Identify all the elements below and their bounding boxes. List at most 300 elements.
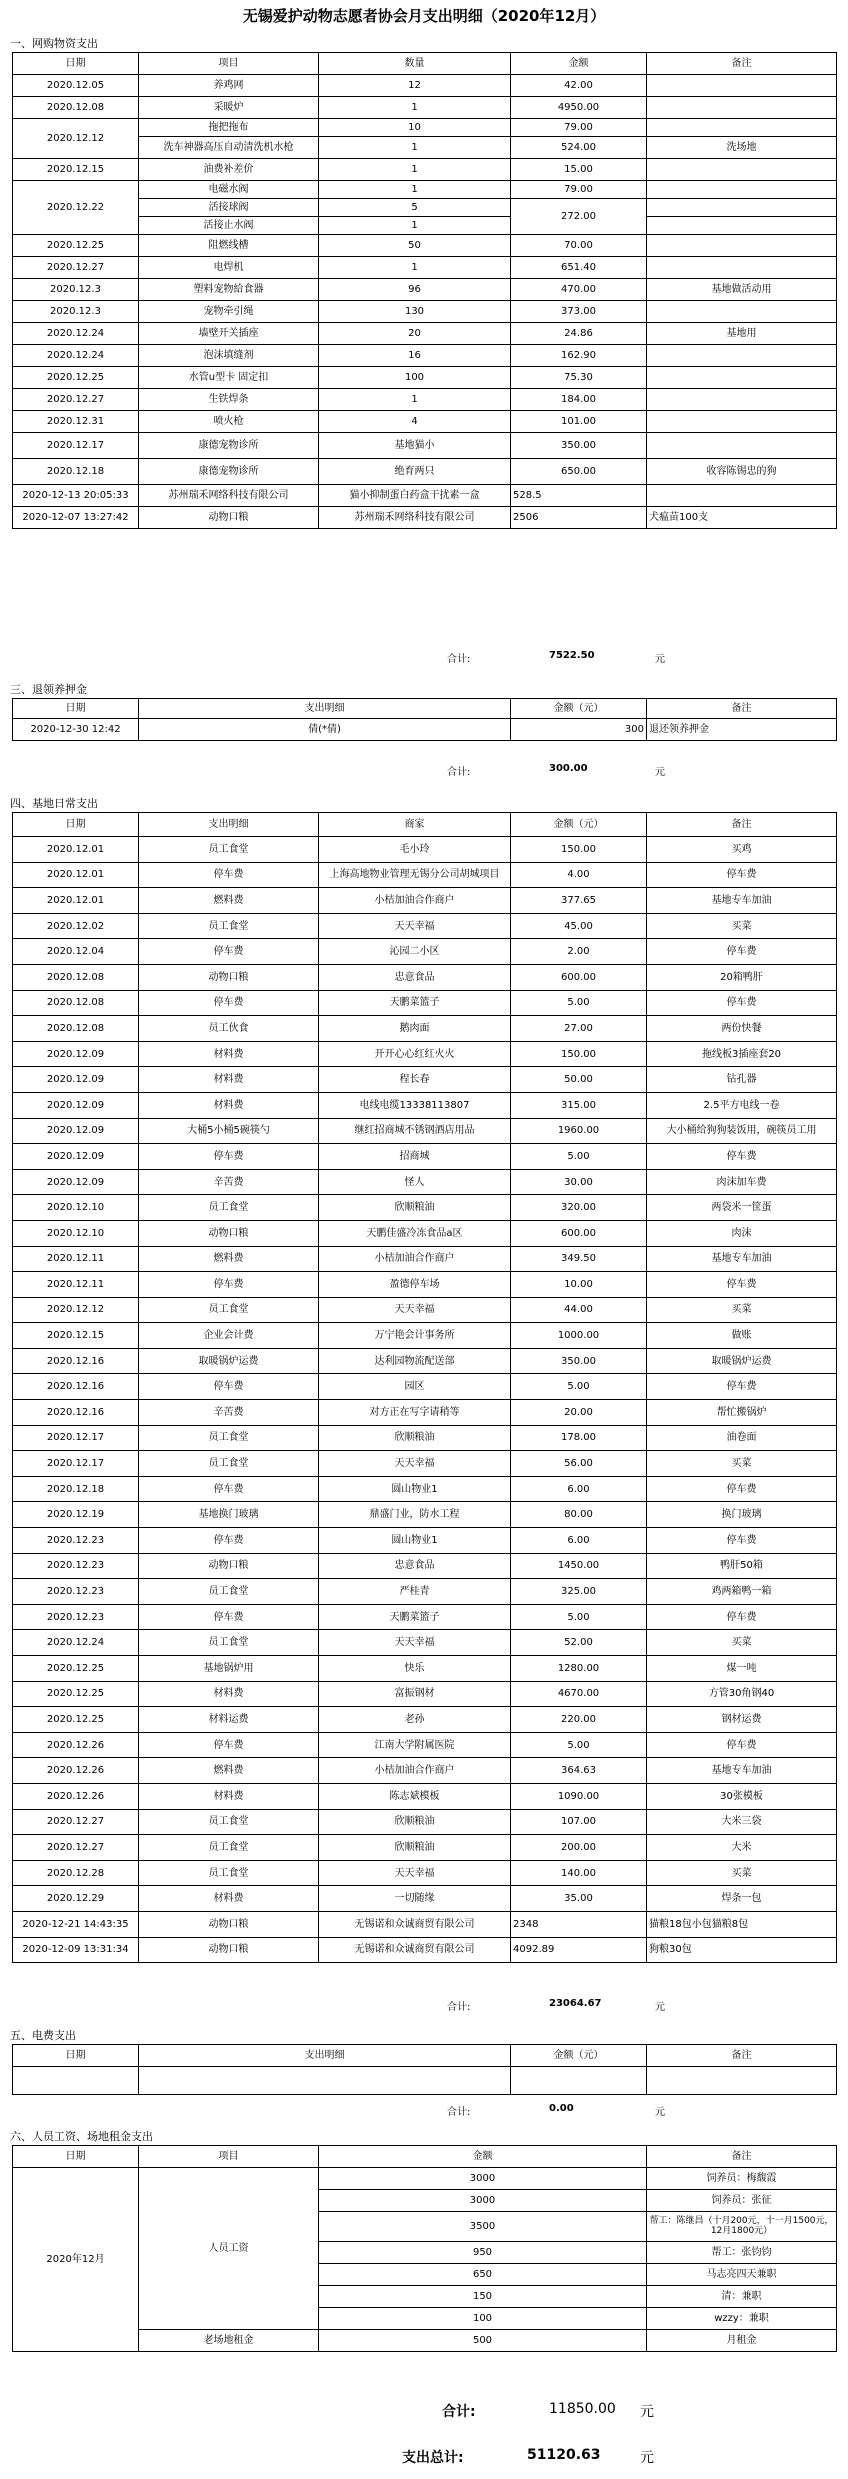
table-cell: 辛苦费 xyxy=(139,1400,319,1426)
table-cell: 煤一吨 xyxy=(647,1656,837,1682)
table-cell: 1 xyxy=(319,257,511,279)
table-cell: 2020.12.18 xyxy=(13,459,139,485)
table-row xyxy=(13,1911,837,1937)
table-cell xyxy=(647,301,837,323)
table-cell: 2020.12.23 xyxy=(13,1553,139,1579)
table-cell: 动物口粮 xyxy=(139,1220,319,1246)
total-unit: 元 xyxy=(655,654,665,665)
table-row xyxy=(13,1758,837,1784)
table-cell: 2020.12.27 xyxy=(13,1835,139,1861)
table-cell: 鸡两箱鸭一箱 xyxy=(647,1579,837,1605)
table-cell: 325.00 xyxy=(511,1579,647,1605)
table-cell: 4.00 xyxy=(511,862,647,888)
table-row xyxy=(13,323,837,345)
table-cell: 42.00 xyxy=(511,75,647,97)
table-row xyxy=(13,1937,837,1963)
table-cell: 塑料宠物給食器 xyxy=(139,279,319,301)
table-cell: 300 xyxy=(511,719,647,741)
table-header-row xyxy=(13,699,837,719)
table-cell: 2020.12.16 xyxy=(13,1374,139,1400)
column-header: 备注 xyxy=(647,2146,837,2168)
table-cell: 2020.12.08 xyxy=(13,990,139,1016)
table-cell: 开开心心红红火火 xyxy=(319,1041,511,1067)
table-cell: 2020.12.25 xyxy=(13,1656,139,1682)
column-header: 金额（元） xyxy=(511,813,647,837)
table-cell: 动物口粮 xyxy=(139,507,319,529)
column-header: 数量 xyxy=(319,53,511,75)
table-cell: 2020.12.26 xyxy=(13,1758,139,1784)
table-cell: 2020.12.16 xyxy=(13,1400,139,1426)
table-cell: 2020.12.22 xyxy=(13,181,139,235)
total-value: 300.00 xyxy=(549,763,588,774)
table-row xyxy=(13,345,837,367)
section-1-total xyxy=(12,647,836,667)
table-cell: 天天幸福 xyxy=(319,913,511,939)
period-cell: 2020年12月 xyxy=(13,2168,139,2352)
table-cell: 150.00 xyxy=(511,1041,647,1067)
table-cell: 富振钢材 xyxy=(319,1681,511,1707)
table-cell: 忠意食品 xyxy=(319,1553,511,1579)
table-cell: 2020.12.09 xyxy=(13,1144,139,1170)
table-row xyxy=(13,1041,837,1067)
table-cell: 6.00 xyxy=(511,1528,647,1554)
table-row xyxy=(13,1656,837,1682)
table-cell: 2020.12.08 xyxy=(13,1016,139,1042)
table-cell: 犬瘟苗100支 xyxy=(647,507,837,529)
table-cell: 2020.12.10 xyxy=(13,1195,139,1221)
table-cell: 96 xyxy=(319,279,511,301)
table-cell: 两袋米一筐蛋 xyxy=(647,1195,837,1221)
table-cell: 生铁焊条 xyxy=(139,389,319,411)
section-4-total xyxy=(12,1995,836,2015)
column-header: 日期 xyxy=(13,2146,139,2168)
table-cell: 电线电缆13338113807 xyxy=(319,1092,511,1118)
table-cell: 无锡诺和众诚商贸有限公司 xyxy=(319,1911,511,1937)
table-cell: 盈德停车场 xyxy=(319,1272,511,1298)
table-cell: 员工食堂 xyxy=(139,1630,319,1656)
table-cell: 大桶5小桶5碗筷勺 xyxy=(139,1118,319,1144)
table-cell: 35.00 xyxy=(511,1886,647,1912)
table-cell: 材料费 xyxy=(139,1092,319,1118)
table-row xyxy=(13,1783,837,1809)
table-cell: 基地换门玻璃 xyxy=(139,1502,319,1528)
table-row xyxy=(13,2168,837,2190)
table-cell: 停车费 xyxy=(647,1732,837,1758)
table-cell: 4670.00 xyxy=(511,1681,647,1707)
table-cell: 停车费 xyxy=(647,1528,837,1554)
table-row xyxy=(13,1681,837,1707)
table-cell: 材料费 xyxy=(139,1681,319,1707)
table-cell: 宠物牵引绳 xyxy=(139,301,319,323)
column-header: 金额 xyxy=(511,53,647,75)
table-cell: 2020.12.12 xyxy=(13,119,139,159)
table-cell: 停车费 xyxy=(139,862,319,888)
section-4-heading: 四、基地日常支出 xyxy=(10,797,98,810)
table-row xyxy=(13,939,837,965)
table-cell: 江南大学附属医院 xyxy=(319,1732,511,1758)
table-row xyxy=(13,97,837,119)
table-cell: 月租金 xyxy=(647,2330,837,2352)
column-header: 项目 xyxy=(139,53,319,75)
table-cell: 材料费 xyxy=(139,1783,319,1809)
table-cell: 材料费 xyxy=(139,1067,319,1093)
table-cell: 欣顺粮油 xyxy=(319,1835,511,1861)
table-cell xyxy=(647,199,837,217)
section-1-heading: 一、网购物资支出 xyxy=(10,37,98,50)
table-row xyxy=(13,75,837,97)
total-unit: 元 xyxy=(655,2002,665,2013)
table-cell: 4 xyxy=(319,411,511,433)
table-cell: 动物口粮 xyxy=(139,1937,319,1963)
table-cell: 107.00 xyxy=(511,1809,647,1835)
table-row xyxy=(13,389,837,411)
table-cell: 2020.12.24 xyxy=(13,323,139,345)
table-cell: 350.00 xyxy=(511,1348,647,1374)
table-row xyxy=(13,1400,837,1426)
table-cell: 373.00 xyxy=(511,301,647,323)
table-cell: 无锡诺和众诚商贸有限公司 xyxy=(319,1937,511,1963)
table-row xyxy=(13,888,837,914)
table-cell: 对方正在写字请稍等 xyxy=(319,1400,511,1426)
table-cell: 1960.00 xyxy=(511,1118,647,1144)
table-cell: 2020.12.25 xyxy=(13,367,139,389)
table-cell: 油卷面 xyxy=(647,1425,837,1451)
table-cell: 狗粮30包 xyxy=(647,1937,837,1963)
table-cell: 苏州瑞禾网络科技有限公司 xyxy=(139,485,319,507)
table-cell: 苏州瑞禾网络科技有限公司 xyxy=(319,507,511,529)
table-cell: 天天幸福 xyxy=(319,1630,511,1656)
table-cell: 停车费 xyxy=(647,1144,837,1170)
column-header: 日期 xyxy=(13,699,139,719)
table-cell: 天天幸福 xyxy=(319,1451,511,1477)
column-header: 金额（元） xyxy=(511,699,647,719)
table-cell: 欣顺粮油 xyxy=(319,1195,511,1221)
table-row xyxy=(13,1246,837,1272)
table-cell: 56.00 xyxy=(511,1451,647,1477)
table-row xyxy=(13,411,837,433)
wage-label: 人员工资 xyxy=(139,2168,319,2330)
table-cell: 1 xyxy=(319,181,511,199)
table-cell xyxy=(647,75,837,97)
table-cell: 停车费 xyxy=(139,1144,319,1170)
table-cell: 买菜 xyxy=(647,1451,837,1477)
table-cell: 2020.12.05 xyxy=(13,75,139,97)
table-cell: 员工食堂 xyxy=(139,913,319,939)
table-cell: 1 xyxy=(319,217,511,235)
table-cell: 取暖锅炉运费 xyxy=(647,1348,837,1374)
table-cell: 1 xyxy=(319,137,511,159)
table-cell: 电磁水阀 xyxy=(139,181,319,199)
table-cell: 2020.12.17 xyxy=(13,433,139,459)
table-cell: 2020-12-09 13:31:34 xyxy=(13,1937,139,1963)
table-cell: 收容陈锡忠的狗 xyxy=(647,459,837,485)
table-cell: 员工食堂 xyxy=(139,1835,319,1861)
table-cell xyxy=(13,2067,139,2095)
table-cell: 肉沫加车费 xyxy=(647,1169,837,1195)
table-cell: 员工食堂 xyxy=(139,1195,319,1221)
table-cell: 2020.12.25 xyxy=(13,1681,139,1707)
table-cell: 12 xyxy=(319,75,511,97)
table-header-row xyxy=(13,2146,837,2168)
table-cell: 欣顺粮油 xyxy=(319,1425,511,1451)
column-header: 备注 xyxy=(647,2045,837,2067)
table-cell: 5 xyxy=(319,199,511,217)
table-cell: 小桔加油合作商户 xyxy=(319,888,511,914)
table-cell: 2506 xyxy=(511,507,647,529)
grand-total-value: 51120.63 xyxy=(527,2447,601,2463)
table-cell: 140.00 xyxy=(511,1860,647,1886)
table-cell: 2020.12.19 xyxy=(13,1502,139,1528)
table-cell: 2020.12.11 xyxy=(13,1246,139,1272)
table-row xyxy=(13,159,837,181)
table-cell xyxy=(647,181,837,199)
table-cell: 2020.12.02 xyxy=(13,913,139,939)
table-cell: 欣顺粮油 xyxy=(319,1809,511,1835)
column-header: 日期 xyxy=(13,53,139,75)
table-cell: 5.00 xyxy=(511,1732,647,1758)
table-row xyxy=(13,1067,837,1093)
table-cell: 184.00 xyxy=(511,389,647,411)
table-row xyxy=(13,1220,837,1246)
table-cell: 600.00 xyxy=(511,1220,647,1246)
table-cell xyxy=(647,159,837,181)
total-value: 0.00 xyxy=(549,2103,574,2114)
table-cell xyxy=(647,119,837,137)
column-header: 商家 xyxy=(319,813,511,837)
table-cell: 员工食堂 xyxy=(139,1451,319,1477)
table-cell: 基地专车加油 xyxy=(647,888,837,914)
table-cell xyxy=(139,2067,511,2095)
table-cell: 员工食堂 xyxy=(139,1425,319,1451)
section-3-total xyxy=(12,760,836,780)
table-row xyxy=(13,257,837,279)
grand-total-label: 支出总计: xyxy=(402,2450,464,2466)
table-cell: 377.65 xyxy=(511,888,647,914)
table-row xyxy=(13,1707,837,1733)
table-row xyxy=(13,1860,837,1886)
table-cell: 养鸡网 xyxy=(139,75,319,97)
table-cell: 做账 xyxy=(647,1323,837,1349)
total-unit: 元 xyxy=(655,767,665,778)
table-row xyxy=(13,279,837,301)
table-row xyxy=(13,1604,837,1630)
table-cell xyxy=(511,2067,647,2095)
table-cell: 采暖炉 xyxy=(139,97,319,119)
table-cell: 沁园二小区 xyxy=(319,939,511,965)
column-header: 金额 xyxy=(319,2146,647,2168)
column-header: 支出明细 xyxy=(139,2045,511,2067)
section-6-table xyxy=(12,2145,837,2352)
table-cell: 肉沫 xyxy=(647,1220,837,1246)
table-row xyxy=(13,1809,837,1835)
table-cell: 停车费 xyxy=(139,1476,319,1502)
table-cell: 150 xyxy=(319,2286,647,2308)
table-cell: 员工食堂 xyxy=(139,1297,319,1323)
table-cell: 2.5平方电线一卷 xyxy=(647,1092,837,1118)
table-cell: 3000 xyxy=(319,2190,647,2212)
table-cell: 10 xyxy=(319,119,511,137)
column-header: 备注 xyxy=(647,699,837,719)
table-cell: 2020.12.26 xyxy=(13,1732,139,1758)
table-row xyxy=(13,964,837,990)
table-cell: 陈志斌模板 xyxy=(319,1783,511,1809)
table-row xyxy=(13,459,837,485)
table-cell: 油费补差价 xyxy=(139,159,319,181)
table-cell: 拖把拖布 xyxy=(139,119,319,137)
table-cell: 320.00 xyxy=(511,1195,647,1221)
table-cell xyxy=(647,389,837,411)
table-cell: 基地做活动用 xyxy=(647,279,837,301)
table-row xyxy=(13,862,837,888)
table-cell: 动物口粮 xyxy=(139,1553,319,1579)
table-cell: 2020.12.23 xyxy=(13,1528,139,1554)
table-cell: 2020.12.27 xyxy=(13,389,139,411)
table-cell: 忠意食品 xyxy=(319,964,511,990)
table-cell: 天鹏菜篮子 xyxy=(319,1604,511,1630)
table-cell: 天鹏菜篮子 xyxy=(319,990,511,1016)
section-3-table xyxy=(12,698,837,741)
table-cell: 20 xyxy=(319,323,511,345)
table-cell: 2020.12.25 xyxy=(13,1707,139,1733)
table-cell: 取暖锅炉运费 xyxy=(139,1348,319,1374)
table-cell: 220.00 xyxy=(511,1707,647,1733)
table-cell: 650.00 xyxy=(511,459,647,485)
section-5-total xyxy=(12,2100,836,2120)
table-cell: wzzy：兼职 xyxy=(647,2308,837,2330)
table-cell: 178.00 xyxy=(511,1425,647,1451)
table-cell: 2020.12.16 xyxy=(13,1348,139,1374)
table-cell: 5.00 xyxy=(511,1374,647,1400)
table-cell: 470.00 xyxy=(511,279,647,301)
table-cell: 洗场地 xyxy=(647,137,837,159)
table-row xyxy=(13,1553,837,1579)
total-unit: 元 xyxy=(640,2404,654,2420)
table-row xyxy=(13,1297,837,1323)
table-cell: 阻燃线槽 xyxy=(139,235,319,257)
table-cell: 员工食堂 xyxy=(139,1860,319,1886)
table-row xyxy=(13,1092,837,1118)
column-header: 备注 xyxy=(647,53,837,75)
table-cell: 524.00 xyxy=(511,137,647,159)
grand-total-unit: 元 xyxy=(640,2450,654,2466)
total-value: 23064.67 xyxy=(549,1998,602,2009)
table-cell: 饲养员：梅馥霞 xyxy=(647,2168,837,2190)
table-cell: 基地专车加油 xyxy=(647,1758,837,1784)
table-cell: 2020.12.08 xyxy=(13,97,139,119)
table-header-row xyxy=(13,53,837,75)
table-cell: 2020.12.09 xyxy=(13,1092,139,1118)
table-cell: 基地锅炉用 xyxy=(139,1656,319,1682)
table-row xyxy=(13,1732,837,1758)
table-cell: 电焊机 xyxy=(139,257,319,279)
table-cell: 快乐 xyxy=(319,1656,511,1682)
page-title: 无锡爱护动物志愿者协会月支出明细（2020年12月） xyxy=(242,7,606,25)
table-cell: 600.00 xyxy=(511,964,647,990)
table-cell: 2020.12.31 xyxy=(13,411,139,433)
table-cell: 基地用 xyxy=(647,323,837,345)
table-cell xyxy=(647,217,837,235)
table-cell: 企业会计费 xyxy=(139,1323,319,1349)
table-cell: 材料费 xyxy=(139,1886,319,1912)
table-cell: 2020.12.10 xyxy=(13,1220,139,1246)
table-cell: 2020.12.28 xyxy=(13,1860,139,1886)
table-cell: 帮工：陈继昌（十月200元，十一月1500元，12月1800元） xyxy=(647,2212,837,2242)
table-cell: 停车费 xyxy=(647,862,837,888)
table-cell: 1280.00 xyxy=(511,1656,647,1682)
table-cell: 75.30 xyxy=(511,367,647,389)
table-cell: 饲养员：张征 xyxy=(647,2190,837,2212)
column-header: 金额（元） xyxy=(511,2045,647,2067)
table-cell: 停车费 xyxy=(139,1528,319,1554)
table-row xyxy=(13,837,837,863)
table-cell: 员工食堂 xyxy=(139,1579,319,1605)
table-cell: 怪人 xyxy=(319,1169,511,1195)
table-cell: 老孙 xyxy=(319,1707,511,1733)
table-cell: 2020-12-30 12:42 xyxy=(13,719,139,741)
table-cell: 4950.00 xyxy=(511,97,647,119)
table-cell: 30张模板 xyxy=(647,1783,837,1809)
table-cell: 停车费 xyxy=(139,990,319,1016)
table-cell: 2020.12.18 xyxy=(13,1476,139,1502)
table-cell: 停车费 xyxy=(139,1604,319,1630)
table-cell: 2020.12.15 xyxy=(13,1323,139,1349)
table-cell: 200.00 xyxy=(511,1835,647,1861)
table-cell: 材料费 xyxy=(139,1041,319,1067)
table-cell: 5.00 xyxy=(511,990,647,1016)
table-cell: 辛苦费 xyxy=(139,1169,319,1195)
table-row xyxy=(13,990,837,1016)
table-cell: 2020.12.09 xyxy=(13,1041,139,1067)
table-row xyxy=(13,235,837,257)
table-cell: 1000.00 xyxy=(511,1323,647,1349)
table-cell: 349.50 xyxy=(511,1246,647,1272)
table-cell: 燃料费 xyxy=(139,888,319,914)
table-cell: 50.00 xyxy=(511,1067,647,1093)
table-cell: 2020.12.09 xyxy=(13,1067,139,1093)
table-cell: 2020-12-13 20:05:33 xyxy=(13,485,139,507)
total-label: 合计: xyxy=(447,654,471,665)
table-cell: 20箱鸭肝 xyxy=(647,964,837,990)
table-cell: 墙壁开关插座 xyxy=(139,323,319,345)
table-cell: 1 xyxy=(319,159,511,181)
table-row xyxy=(13,1476,837,1502)
table-cell: 2020.12.17 xyxy=(13,1451,139,1477)
table-cell: 严桂青 xyxy=(319,1579,511,1605)
section-5-table xyxy=(12,2044,837,2095)
table-cell: 绝育两只 xyxy=(319,459,511,485)
table-cell: 基地专车加油 xyxy=(647,1246,837,1272)
table-cell: 2020-12-21 14:43:35 xyxy=(13,1911,139,1937)
table-row xyxy=(13,1272,837,1298)
table-cell: 27.00 xyxy=(511,1016,647,1042)
table-cell: 1 xyxy=(319,389,511,411)
table-row xyxy=(13,1374,837,1400)
table-cell: 3000 xyxy=(319,2168,647,2190)
table-cell: 买菜 xyxy=(647,1860,837,1886)
table-cell: 364.63 xyxy=(511,1758,647,1784)
table-header-row xyxy=(13,2045,837,2067)
table-cell: 2020.12.01 xyxy=(13,837,139,863)
table-cell: 天天幸福 xyxy=(319,1860,511,1886)
table-cell: 钻孔器 xyxy=(647,1067,837,1093)
total-label: 合计: xyxy=(447,767,471,778)
table-row xyxy=(13,1835,837,1861)
table-cell: 2020.12.01 xyxy=(13,888,139,914)
section-6-heading: 六、人员工资、场地租金支出 xyxy=(10,2130,153,2143)
table-cell: 44.00 xyxy=(511,1297,647,1323)
table-cell: 天天幸福 xyxy=(319,1297,511,1323)
table-cell: 150.00 xyxy=(511,837,647,863)
